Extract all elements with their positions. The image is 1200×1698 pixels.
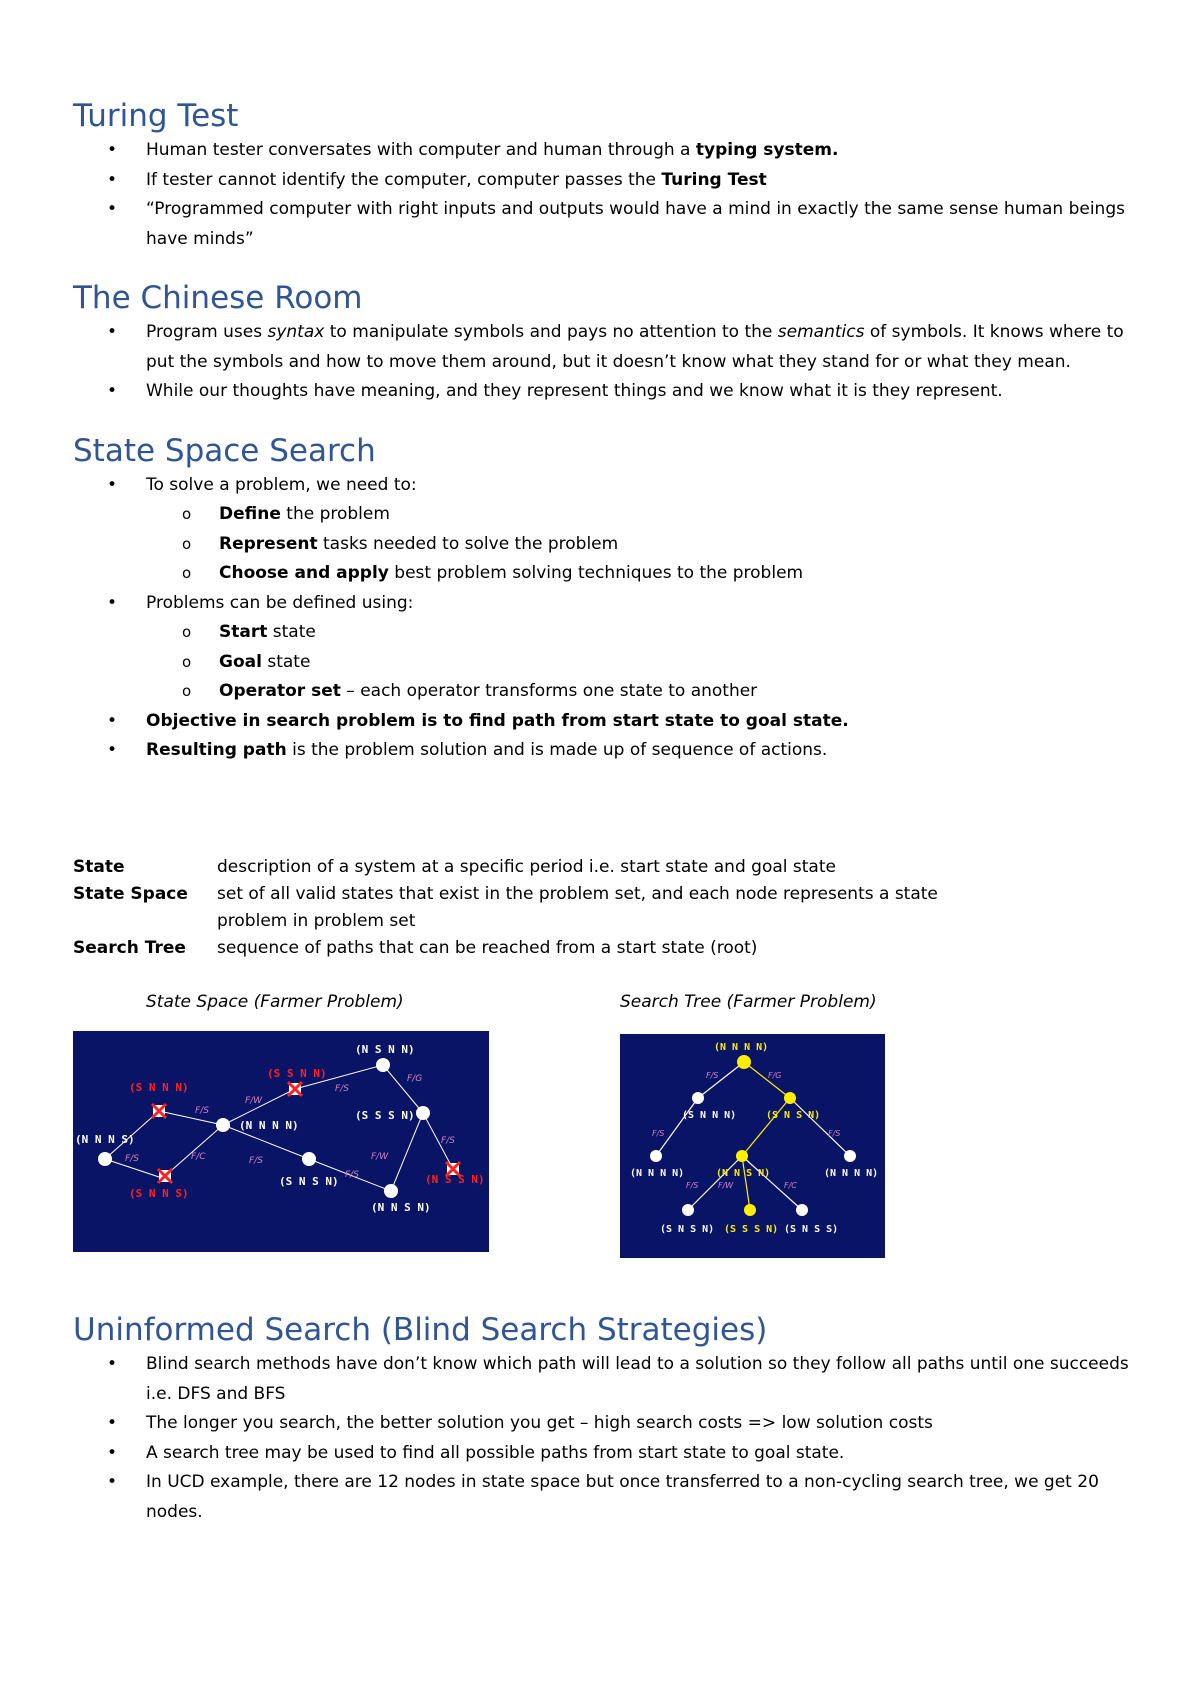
node [736, 1150, 748, 1162]
sublist-item [146, 677, 1133, 707]
dead-states [152, 1082, 460, 1183]
search-tree-diagram [620, 1034, 885, 1258]
edge [383, 1065, 423, 1113]
state-space-figure [73, 1031, 489, 1252]
heading-uninformed-search: Uninformed Search (Blind Search Strategies) [73, 1312, 768, 1348]
italic-text: syntax [267, 322, 325, 342]
caption-state-space: State Space (Farmer Problem) [146, 992, 404, 1012]
node-label: (S N N N) [129, 1081, 189, 1094]
bold-text: Represent [219, 533, 318, 554]
list-item [73, 1350, 1133, 1409]
text: state [267, 622, 316, 642]
italic-text: semantics [777, 322, 865, 342]
heading-turing-test: Turing Test [73, 98, 239, 134]
edge [744, 1062, 790, 1098]
text: to manipulate symbols and pays no attention to the [324, 322, 778, 342]
text: Program uses [146, 322, 268, 342]
text: While our thoughts have meaning, and they represent things and we know what it is they represent. [146, 381, 1003, 401]
sublist-item [146, 500, 1133, 530]
edge-label: F/S [441, 1136, 455, 1146]
list-item [73, 707, 1133, 737]
definitions-table [73, 854, 953, 962]
text: “Programmed computer with right inputs and outputs would have a mind in exactly the same sense human beings have minds” [146, 199, 1125, 249]
definition-description: description of a system at a specific period i.e. start state and goal state [217, 857, 836, 877]
node [844, 1150, 856, 1162]
definition-row [73, 881, 953, 935]
edge-label: F/S [195, 1106, 209, 1116]
edge-label: F/C [191, 1152, 206, 1162]
state-space-diagram [73, 1031, 489, 1252]
edge-label: F/W [245, 1096, 263, 1106]
heading-state-space-search: State Space Search [73, 432, 376, 469]
node-label: (N N S N) [371, 1201, 431, 1214]
node-label: (S S S N) [724, 1224, 779, 1235]
definition-term: Search Tree [73, 938, 186, 958]
sss-list-2 [73, 589, 1133, 619]
text: In UCD example, there are 12 nodes in state space but once transferred to a non-cycling search tree, we get 20 nodes. [146, 1472, 1099, 1522]
edge [391, 1113, 423, 1191]
node-label: (S N N S) [129, 1187, 189, 1200]
node [416, 1106, 430, 1120]
edge-label: F/S [652, 1129, 665, 1138]
list-item [73, 736, 1133, 766]
list-item [73, 589, 1133, 619]
text: Human tester conversates with computer and human through a [146, 140, 696, 160]
search-tree-figure [620, 1034, 885, 1258]
edge [159, 1111, 223, 1125]
list-item [73, 195, 1133, 254]
edge-label: F/S [345, 1170, 359, 1180]
list-item [73, 166, 1133, 196]
node-label: (S N S N) [660, 1224, 715, 1235]
edge [698, 1062, 744, 1098]
node [376, 1058, 390, 1072]
node-label: (S N S S) [784, 1224, 839, 1235]
list-item [73, 1468, 1133, 1527]
edge [742, 1098, 790, 1156]
tree-nodes [650, 1055, 856, 1216]
list-item [73, 136, 1133, 166]
node [682, 1204, 694, 1216]
sss-list-3 [73, 707, 1133, 766]
bold-text: Operator set [219, 681, 341, 701]
edge-label: F/G [407, 1074, 423, 1084]
bold-text: Start [219, 622, 268, 642]
list-item [73, 471, 1133, 501]
edge-label: F/S [335, 1084, 349, 1094]
edge-label: F/S [686, 1181, 699, 1190]
turing-list [73, 136, 1133, 254]
sublist-item [146, 559, 1133, 589]
node-label: (N N S N) [716, 1168, 771, 1179]
node-label: (N N N N) [714, 1042, 769, 1053]
node [784, 1092, 796, 1104]
text: The longer you search, the better solution you get – high search costs => low solution costs [146, 1413, 933, 1433]
definition-term: State Space [73, 884, 188, 904]
node-label: (N N N N) [630, 1168, 685, 1179]
node [302, 1152, 316, 1166]
edge [790, 1098, 850, 1156]
text: the problem [280, 504, 390, 524]
list-item [73, 318, 1133, 377]
list-item [73, 1409, 1133, 1439]
node-label: (N N N N) [239, 1119, 299, 1132]
node-label: (N S S N) [425, 1173, 485, 1186]
node [744, 1204, 756, 1216]
content-top [73, 96, 1133, 766]
text: tasks needed to solve the problem [317, 533, 619, 554]
definition-term: State [73, 857, 125, 877]
node-label: (S S N N) [267, 1067, 327, 1080]
sublist-item [146, 648, 1133, 678]
edge-label: F/S [249, 1156, 263, 1166]
edge-label: F/W [371, 1152, 389, 1162]
sss-list [73, 471, 1133, 501]
caption-search-tree: Search Tree (Farmer Problem) [620, 992, 877, 1012]
definition-description: set of all valid states that exist in the problem set, and each node represents a state problem in problem set [217, 884, 938, 931]
text: Blind search methods have don’t know which path will lead to a solution so they follow all paths until one succeeds i.e. DFS and BFS [146, 1354, 1129, 1404]
text: – each operator transforms one state to another [340, 681, 758, 701]
node-label: (S N N N) [682, 1110, 737, 1121]
text: is the problem solution and is made up of sequence of actions. [286, 740, 828, 760]
node-label: (N N N N) [824, 1168, 879, 1179]
edge [165, 1125, 223, 1176]
node [216, 1118, 230, 1132]
text: A search tree may be used to find all possible paths from start state to goal state. [146, 1442, 845, 1463]
edge-label: F/C [784, 1181, 797, 1190]
definition-row [73, 854, 953, 881]
bold-text: typing system. [695, 140, 839, 160]
sss-sublist-2 [146, 618, 1133, 707]
sublist-item [146, 530, 1133, 560]
edge [656, 1098, 698, 1156]
list-item [73, 1439, 1133, 1469]
node [737, 1055, 751, 1069]
list-item [73, 377, 1133, 407]
edge-label: F/S [125, 1154, 139, 1164]
bold-text: Choose and apply [219, 563, 389, 583]
text: If tester cannot identify the computer, computer passes the [146, 169, 662, 190]
text: of symbols. It knows where to put the symbols and how to move them around, but it doesn’t know what they stand for or what they mean. [146, 322, 1124, 372]
node-label: (S N S N) [279, 1175, 339, 1188]
uninformed-list [73, 1350, 1133, 1527]
node-label: (N N N S) [75, 1133, 135, 1146]
node-labels [75, 1043, 485, 1214]
node [796, 1204, 808, 1216]
node-label: (S S S N) [355, 1109, 415, 1122]
sublist-item [146, 618, 1133, 648]
heading-chinese-room: The Chinese Room [73, 280, 363, 316]
bold-text: Define [219, 504, 281, 524]
chinese-list [73, 318, 1133, 407]
content-bottom [73, 1310, 1133, 1527]
bold-text: Turing Test [661, 169, 767, 190]
node [98, 1152, 112, 1166]
node [650, 1150, 662, 1162]
bold-text: Goal [219, 651, 262, 672]
node [692, 1092, 704, 1104]
text: best problem solving techniques to the problem [388, 563, 804, 583]
definition-description: sequence of paths that can be reached from a start state (root) [217, 938, 758, 958]
node [384, 1184, 398, 1198]
edge-label: F/W [718, 1181, 734, 1190]
text: state [261, 651, 311, 672]
edge-label: F/S [706, 1071, 719, 1080]
text: Problems can be defined using: [146, 592, 414, 613]
bold-text: Objective in search problem is to find path from start state to goal state. [146, 710, 849, 731]
edge-label: F/G [768, 1071, 782, 1080]
text: To solve a problem, we need to: [146, 474, 417, 495]
node-label: (N S N N) [355, 1043, 415, 1056]
sss-sublist-1 [146, 500, 1133, 589]
bold-text: Resulting path [146, 740, 287, 760]
node-label: (S N S N) [766, 1110, 821, 1121]
definition-row [73, 935, 953, 962]
edge [742, 1156, 750, 1210]
edge-label: F/S [828, 1129, 841, 1138]
